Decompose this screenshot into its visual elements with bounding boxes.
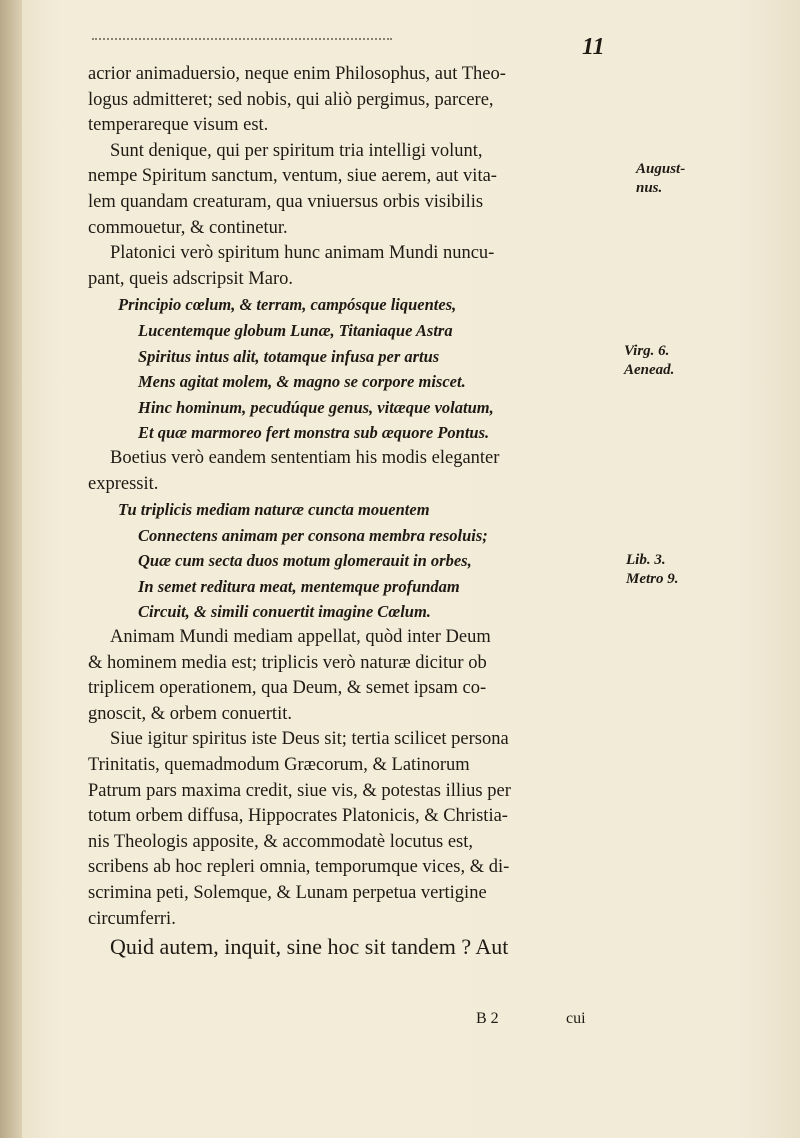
text-line: temperareque visum est. [88,115,269,136]
text-line: acrior animaduersio, neque enim Philosophus, aut Theo- [88,64,506,84]
text-line: expressit. [88,473,159,494]
text-line: Principio cœlum, & terram, campósque liquentes, [118,295,457,315]
text-line: Connectens animam per consona membra resoluis; [138,525,488,545]
text-line: Tu triplicis mediam naturæ cuncta mouentem [118,500,430,520]
body-text [88,62,623,962]
text-line: triplicem operationem, qua Deum, & semet ipsam co- [88,678,487,699]
signature-mark: B 2 [476,1010,499,1027]
text-line: In semet reditura meat, mentemque profundam [138,576,460,596]
text-line: Sunt denique, qui per spiritum tria intelligi volunt, [110,140,483,161]
text-line: nempe Spiritum sanctum, ventum, siue aerem, aut vita- [88,166,497,187]
text-line: Siue igitur spiritus iste Deus sit; tertia scilicet persona [110,729,509,750]
text-line: Mens agitat molem, & magno se corpore miscet. [138,372,466,392]
text-line: Spiritus intus alit, totamque infusa per artus [138,346,440,366]
text-line: nis Theologis apposite, & accommodatè locutus est, [88,831,474,852]
text-line: scrimina peti, Solemque, & Lunam perpetua vertigine [88,883,487,903]
text-line: totum orbem diffusa, Hippocrates Platonicis, & Christia- [88,806,508,827]
text-line: & hominem media est; triplicis verò naturæ dicitur ob [88,652,487,673]
margin-note-boethius: Lib. 3. Metro 9. [626,552,679,587]
text-line: Lucentemque globum Lunæ, Titaniaque Astra [138,320,453,340]
binding-gutter [0,0,22,1138]
header-rule [92,38,392,41]
text-line: Quæ cum secta duos motum glomerauit in orbes, [138,551,472,571]
text-line: pant, queis adscripsit Maro. [88,268,293,289]
text-line: circumferri. [88,908,176,929]
text-line: gnoscit, & orbem conuertit. [88,703,292,724]
text-line: scribens ab hoc repleri omnia, temporumque vices, & di- [88,857,510,878]
text-line: Et quæ marmoreo fert monstra sub æquore Pontus. [138,423,490,443]
text-line: Platonici verò spiritum hunc animam Mundi nuncu- [110,243,495,264]
text-line: Trinitatis, quemadmodum Græcorum, & Latinorum [88,755,470,776]
text-line: Patrum pars maxima credit, siue vis, & potestas illius per [88,780,511,801]
text-line: commouetur, & continetur. [88,217,288,238]
text-line: Boetius verò eandem sententiam his modis eleganter [110,447,500,468]
text-line: Animam Mundi mediam appellat, quòd inter Deum [110,627,491,648]
text-line: logus admitteret; sed nobis, qui aliò pergimus, parcere, [88,89,494,110]
text-line: Hinc hominum, pecudúque genus, vitæque volatum, [138,397,494,417]
text-line: Circuit, & simili conuertit imagine Cœlum. [138,602,431,622]
text-line: lem quandam creaturam, qua vniuersus orbis visibilis [88,191,484,212]
margin-note-augustinus: August- nus. [636,161,686,196]
catchword: cui [566,1010,586,1027]
page-number: 11 [582,34,605,60]
margin-note-virgil: Virg. 6. Aenead. [624,343,675,378]
text-line: Quid autem, inquit, sine hoc sit tandem ? Aut [110,934,509,960]
